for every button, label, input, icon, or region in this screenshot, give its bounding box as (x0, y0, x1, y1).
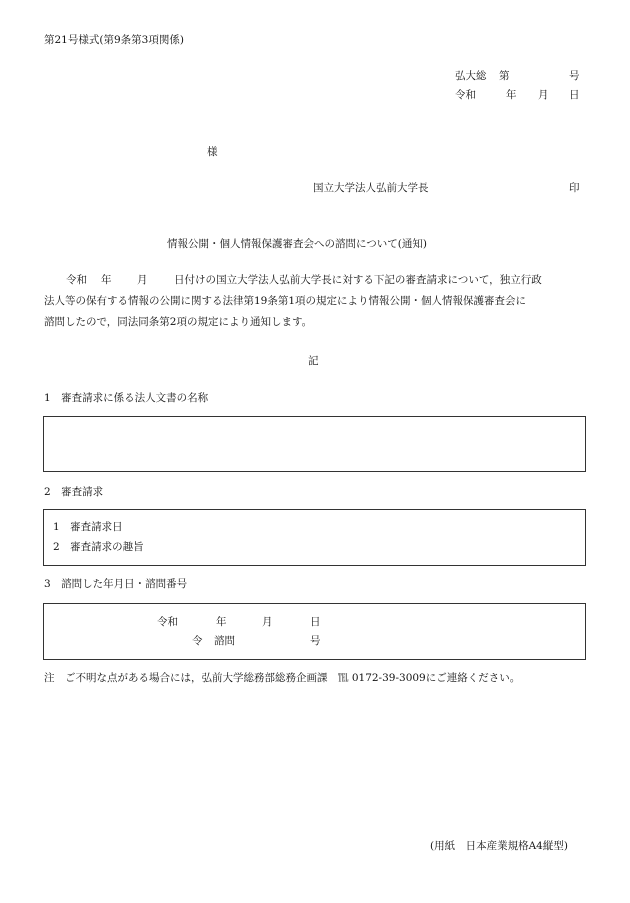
contact-note: 注 ご不明な点がある場合には，弘前大学総務部総務企画課 ℡ 0172-39-3009にご連絡ください。 (44, 672, 521, 684)
section-2-item-2: 2 審査請求の趣旨 (53, 541, 144, 553)
inquiry-date-month: 月 (262, 616, 273, 628)
paper-size-note: (用紙 日本産業規格A4縦型) (430, 840, 568, 852)
seal-mark: 印 (569, 182, 580, 194)
issue-date-month: 月 (538, 89, 549, 101)
inquiry-date-era: 令和 (157, 616, 178, 628)
inquiry-number-go: 号 (310, 635, 321, 647)
body-line-1 (66, 274, 87, 287)
issue-date-day: 日 (569, 89, 580, 101)
section-2-box (43, 509, 586, 566)
section-2-item-1: 1 審査請求日 (53, 521, 123, 533)
body-line-3: 諮問したので，同法同条第2項の規定により通知します。 (44, 316, 313, 328)
section-3-box (43, 603, 586, 660)
doc-number-prefix: 弘大総 (455, 70, 487, 82)
section-3-heading: 3 諮問した年月日・諮問番号 (44, 578, 188, 590)
doc-number-dai: 第 (499, 70, 510, 82)
issue-date-era: 令和 (455, 89, 476, 101)
sender-name: 国立大学法人弘前大学長 (313, 182, 429, 194)
form-label: 第21号様式(第9条第3項関係) (44, 34, 184, 46)
body-year: 年 (101, 274, 112, 286)
body-line-1-rest: 日付けの国立大学法人弘前大学長に対する下記の審査請求について，独立行政 (174, 274, 542, 286)
inquiry-number-rei: 令 (192, 635, 203, 647)
doc-number-go: 号 (569, 70, 580, 82)
inquiry-date-year: 年 (216, 616, 227, 628)
body-era: 令和 (66, 274, 87, 286)
inquiry-number-shimon: 諮問 (214, 635, 235, 647)
section-1-box (43, 416, 586, 472)
document-title: 情報公開・個人情報保護審査会への諮問について(通知) (167, 238, 427, 250)
ki-heading: 記 (308, 355, 319, 367)
body-month: 月 (137, 274, 148, 286)
issue-date-year: 年 (506, 89, 517, 101)
section-1-heading: 1 審査請求に係る法人文書の名称 (44, 392, 209, 404)
addressee-honorific: 様 (207, 146, 218, 158)
section-2-heading: 2 審査請求 (44, 486, 104, 498)
inquiry-date-day: 日 (310, 616, 321, 628)
body-line-2: 法人等の保有する情報の公開に関する法律第19条第1項の規定により情報公開・個人情報保護審査会に (44, 295, 527, 307)
